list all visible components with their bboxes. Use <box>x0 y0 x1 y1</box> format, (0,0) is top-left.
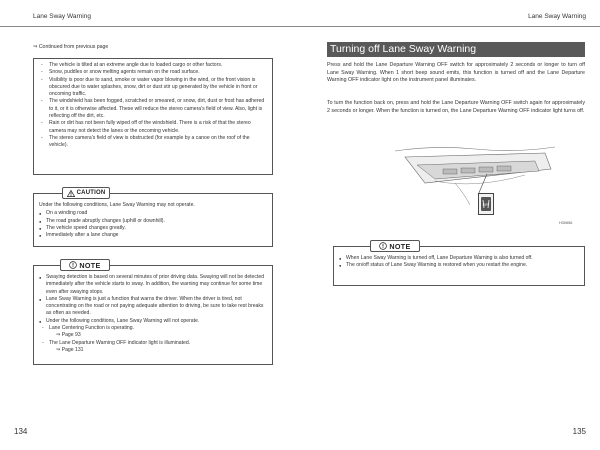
right-arrow-icon: ⇒ <box>56 346 61 353</box>
caution-list <box>39 210 267 239</box>
svg-text:OFF: OFF <box>482 203 490 207</box>
note-label: NOTE <box>79 260 101 270</box>
caution-tab <box>62 187 110 199</box>
body-paragraph-1: Press and hold the Lane Departure Warning OFF switch for approximately 2 seconds or longer to turn off Lane Sway Warning. When 1 short beep sound emits, this function is turned off and the Lane Departure Warning OFF indicator light on the instrument panel illuminates. <box>327 62 585 83</box>
note-sub-item: - The Lane Departure Warning OFF indicator light is illuminated. <box>39 340 267 347</box>
left-header-rule <box>0 26 300 27</box>
list-item: ● When Lane Sway Warning is turned off, Lane Departure Warning is also turned off. <box>339 255 579 262</box>
right-arrow-icon: ⇒ <box>33 44 38 50</box>
list-item: ● The road grade abruptly changes (uphill or downhill). <box>39 218 267 225</box>
figure-code: H30656 <box>559 221 573 225</box>
page-number-left: 134 <box>14 427 28 436</box>
list-item: - The windshield has been fogged, scratched or smeared, or snow, dirt, dust or frost has adhered to it, or it is otherwise affected. These will reduce the stereo camera's field of view. Also, light is reflecting off the dirt, etc. <box>40 98 266 120</box>
section-title: Turning off Lane Sway Warning <box>327 42 585 57</box>
right-header-rule <box>300 26 600 27</box>
page-number-right: 135 <box>572 427 586 436</box>
list-item: - The stereo camera's field of view is obstructed (for example by a canoe on the roof of the vehicle). <box>40 135 266 150</box>
list-item: ● Under the following conditions, Lane Sway Warning will not operate. <box>39 318 267 325</box>
page-reference[interactable] <box>39 347 267 354</box>
list-item: ● On a winding road <box>39 210 267 217</box>
note-tab-left <box>60 259 110 271</box>
list-item: - The vehicle is tilted at an extreme angle due to loaded cargo or other factors. <box>40 62 266 69</box>
note-list-left <box>39 274 267 325</box>
lane-departure-switch-icon[interactable] <box>478 193 494 215</box>
page-reference-text: Page 93 <box>61 332 81 339</box>
note-tab-right <box>370 240 420 252</box>
right-page-header: Lane Sway Warning <box>528 13 586 20</box>
note-icon <box>379 237 387 255</box>
list-item: ● The on/off status of Lane Sway Warning is restored when you restart the engine. <box>339 262 579 269</box>
list-item: ● The vehicle speed changes greatly. <box>39 225 267 232</box>
list-item: - Visibility is poor due to sand, smoke or water vapor blowing in the wind, or the front vision is obscured due to water splashes, snow, dirt or dust stir up generated by the vehicle in front or oncoming traffic. <box>40 77 266 99</box>
note-sub-item: - Lane Centering Function is operating. <box>39 325 267 332</box>
left-page-header: Lane Sway Warning <box>33 13 91 20</box>
continued-note <box>33 44 108 50</box>
caution-intro: Under the following conditions, Lane Sway Warning may not operate. <box>39 202 195 208</box>
right-page <box>300 0 600 450</box>
note-list-right <box>339 255 579 270</box>
page-reference[interactable] <box>39 332 267 339</box>
continued-text: Continued from previous page <box>38 44 109 50</box>
console-illustration <box>395 145 555 223</box>
note-box-left <box>33 265 273 365</box>
conditions-box <box>33 58 273 175</box>
body-paragraph-2: To turn the function back on, press and hold the Lane Departure Warning OFF switch again for approximately 2 seconds or longer. When the function is turned on, the Lane Departure Warning OFF indicator light turns off. <box>327 100 585 114</box>
list-item: ● Immediately after a lane change <box>39 232 267 239</box>
list-item: ● Swaying detection is based on several minutes of prior driving data. Swaying will not be detected immediately after the vehicle starts to sway. In addition, the warning may continue for some time even after swaying stops. <box>39 274 267 296</box>
right-arrow-icon: ⇒ <box>56 332 61 339</box>
list-item: ● Lane Sway Warning is just a function that warns the driver. When the driver is tired, not concentrating on the road or not paying adequate attention to driving, be sure to take rest breaks as often as needed. <box>39 296 267 318</box>
list-item: - Snow, puddles or snow melting agents remain on the road surface. <box>40 69 266 76</box>
note-box-right <box>333 246 585 286</box>
list-item: - Rain or dirt has not been fully wiped off of the windshield. There is a risk of that the stereo camera may not detect the lanes or the oncoming vehicle. <box>40 120 266 135</box>
note-label: NOTE <box>389 241 411 251</box>
warning-triangle-icon <box>67 184 75 202</box>
conditions-list <box>40 62 266 150</box>
note-icon <box>69 256 77 274</box>
caution-label: CAUTION <box>76 190 106 196</box>
page-reference-text: Page 131 <box>61 346 84 353</box>
